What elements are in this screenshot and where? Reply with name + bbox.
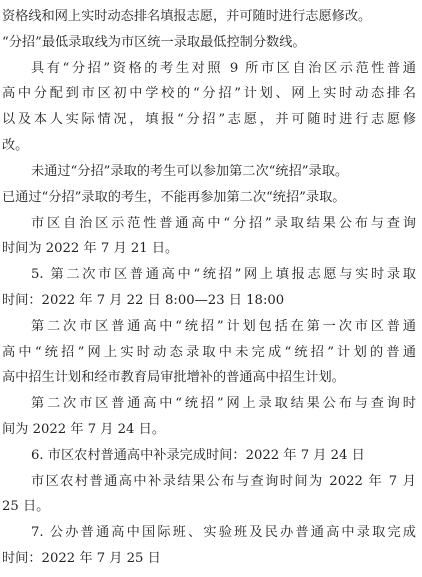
text-line-22: 时间：2022 年 7 月 25 日 — [2, 551, 161, 566]
text-line-9: 市区自治区示范性普通高中“分招”录取结果公布与查询 — [31, 215, 416, 231]
text-line-19: 市区农村普通高中补录结果公布与查询时间为 2022 年 7 月 — [31, 473, 416, 489]
section-heading-7: 7. 公办普通高中国际班、实验班及民办普通高中录取完成 — [31, 525, 416, 541]
text-line-4: 高中分配到市区初中学校的“分招”计划、网上实时动态排名 — [2, 86, 416, 102]
text-line-7: 未通过“分招”录取的考生可以参加第二次“统招”录取。 — [31, 163, 349, 179]
text-line-3: 具有“分招”资格的考生对照 9 所市区自治区示范性普通 — [31, 60, 416, 76]
section-heading-6: 6. 市区农村普通高中补录完成时间：2022 年 7 月 24 日 — [31, 447, 365, 463]
text-line-1: 资格线和网上实时动态排名填报志愿，并可随时进行志愿修改。 — [2, 9, 372, 24]
text-line-8: 已通过“分招”录取的考生，不能再参加第二次“统招”录取。 — [2, 189, 346, 205]
text-line-10: 时间为 2022 年 7 月 21 日。 — [2, 241, 179, 257]
text-line-15: 高中招生计划和经市教育局审批增补的普通高中招生计划。 — [2, 370, 345, 386]
text-line-6: 改。 — [2, 138, 29, 153]
text-line-14: 高中“统招”网上实时动态录取中未完成“统招”计划的普通 — [2, 344, 416, 360]
text-line-13: 第二次市区普通高中“统招”计划包括在第一次市区普通 — [31, 318, 416, 334]
text-line-5: 以及本人实际情况，填报“分招”志愿，并可随时进行志愿修 — [2, 112, 416, 128]
text-line-12: 时间：2022 年 7 月 22 日 8:00—23 日 18:00 — [2, 292, 285, 308]
text-line-2: “分招”最低录取线为市区统一录取最低控制分数线。 — [2, 34, 306, 50]
section-heading-5: 5. 第二次市区普通高中“统招”网上填报志愿与实时录取 — [31, 267, 416, 283]
text-line-16: 第二次市区普通高中“统招”网上录取结果公布与查询时 — [31, 396, 416, 412]
text-line-17: 间为 2022 年 7 月 24 日。 — [2, 422, 166, 437]
text-line-20: 25 日。 — [2, 499, 50, 515]
